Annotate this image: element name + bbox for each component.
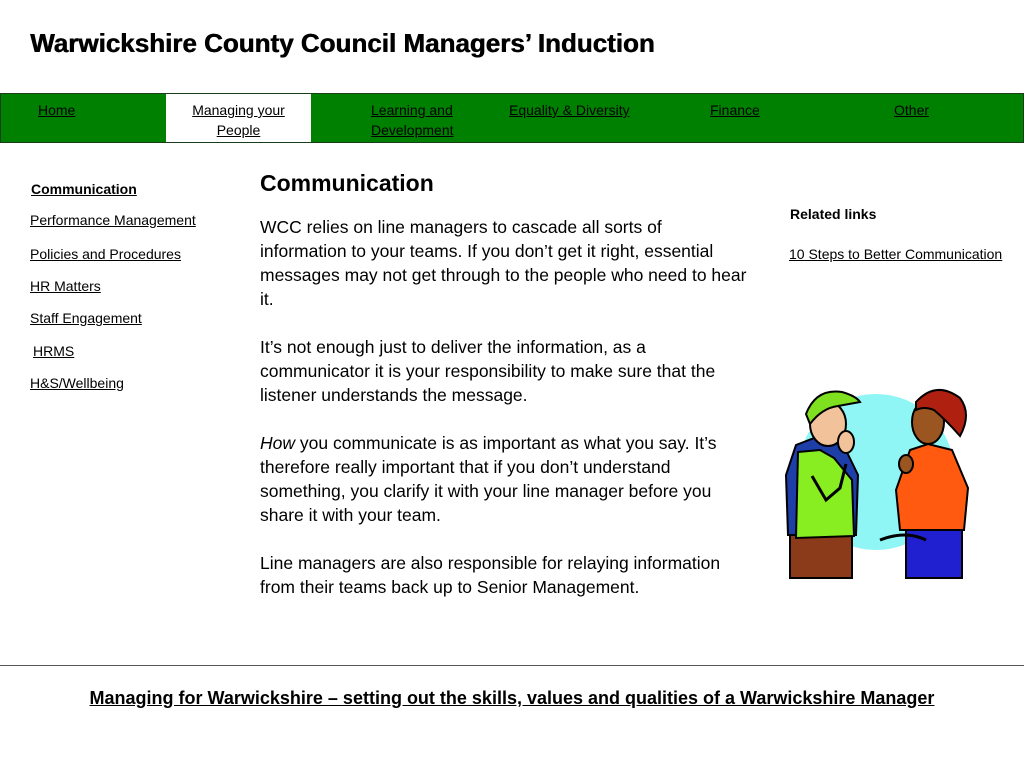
nav-home[interactable] [38,94,75,120]
sidebar-item-staff-engagement[interactable]: Staff Engagement [30,310,142,326]
nav-other[interactable] [894,94,929,120]
content-heading: Communication [260,170,434,196]
content-paragraph-3-text: you communicate is as important as what you say. It’s therefore really important that if you don’t understand something, you clarify it with your line manager before you share it with your team. [260,433,717,525]
nav-managing-label-line2: People [216,122,261,138]
sidebar-item-hs-wellbeing[interactable]: H&S/Wellbeing [30,375,124,391]
footer-divider [0,665,1024,666]
nav-finance-label: Finance [710,102,760,118]
nav-other-label: Other [894,102,930,118]
related-link-10-steps[interactable]: 10 Steps to Better Communication [789,246,1003,262]
sidebar-item-performance-management[interactable]: Performance Management [30,212,196,228]
sidebar-item-hrms[interactable]: HRMS [33,343,75,359]
sidebar-item-hr-matters[interactable]: HR Matters [30,278,101,294]
man-hand [838,431,854,453]
sidebar-item-communication[interactable]: Communication [31,181,137,197]
content-paragraph-1: WCC relies on line managers to cascade all sorts of information to your teams. If you don’t get it right, essential messages may not get through to the people who need to hear it. [260,217,747,309]
footer-tagline: Managing for Warwickshire – setting out the skills, values and qualities of a Warwickshire Manager [89,688,935,708]
nav-equality-label: Equality & Diversity [509,102,630,118]
page-title: Warwickshire County Council Managers’ Induction [30,28,655,58]
content-body [260,215,750,623]
nav-finance[interactable] [710,94,760,120]
nav-learning-and-development[interactable] [371,94,454,140]
nav-managing-label-line1: Managing your [192,102,285,118]
nav-managing-your-people[interactable] [166,94,311,142]
nav-equality-diversity[interactable] [509,94,630,120]
nav-learning-label-line2: Development [371,122,454,138]
related-links-heading: Related links [790,206,877,222]
nav-learning-label-line1: Learning and [371,102,453,118]
content-paragraph-2: It’s not enough just to deliver the information, as a communicator it is your responsibility to make sure that the listener understands the message. [260,337,716,405]
content-emphasis-how: How [260,433,296,453]
two-people-talking-illustration [776,380,976,580]
sidebar-item-policies-and-procedures[interactable]: Policies and Procedures [30,246,181,262]
woman-hand [899,455,913,473]
content-paragraph-4: Line managers are also responsible for relaying information from their teams back up to Senior Management. [260,553,721,597]
nav-home-label: Home [38,102,76,118]
main-nav [0,93,1024,143]
content-paragraph-3 [260,431,750,527]
